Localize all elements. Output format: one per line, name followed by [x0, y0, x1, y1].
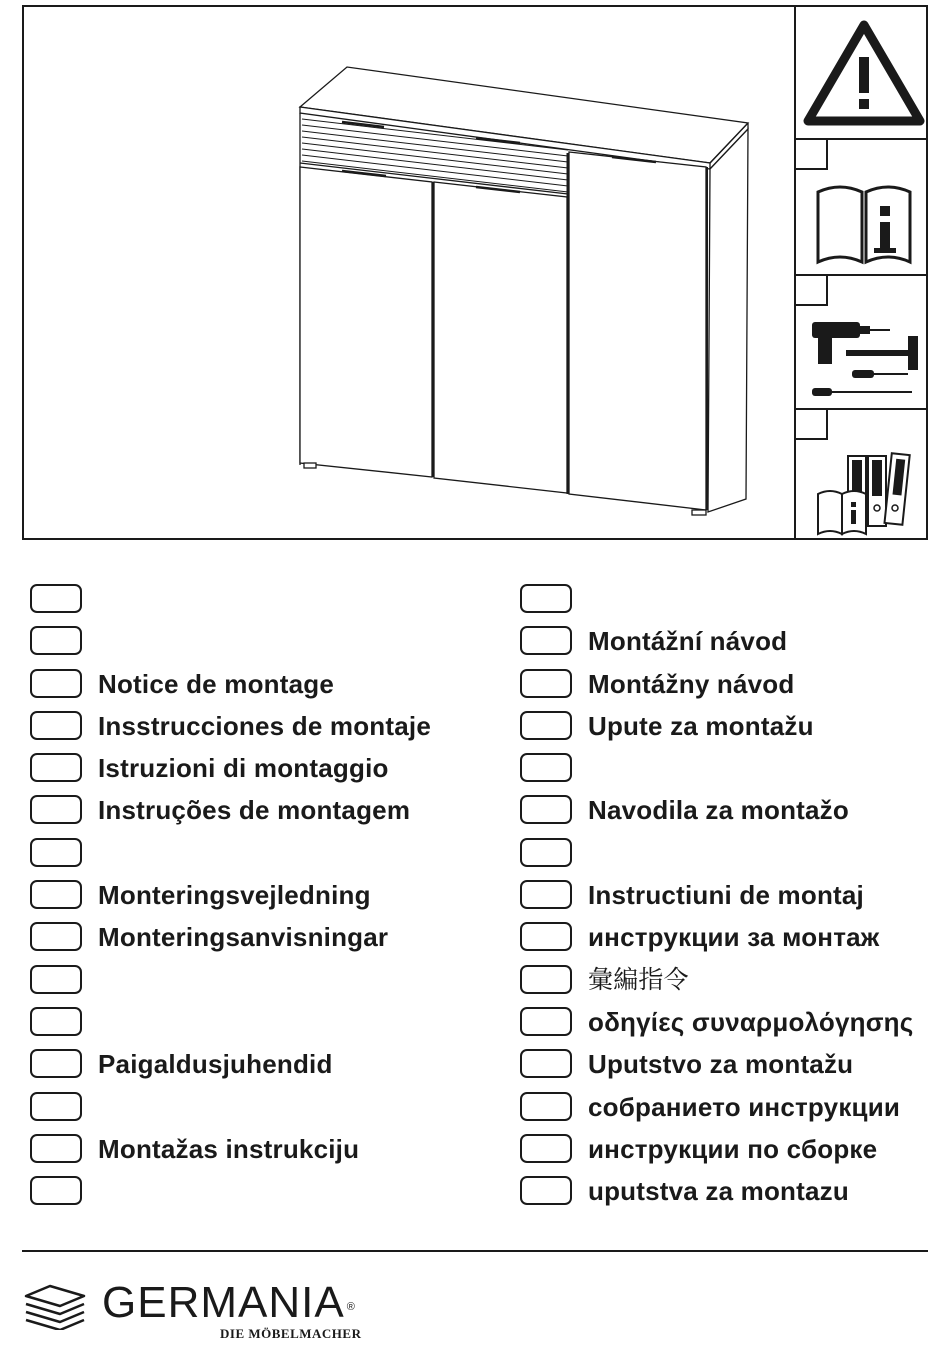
language-checkbox	[520, 1049, 572, 1078]
language-item	[520, 668, 914, 710]
manual-cell	[796, 140, 928, 276]
tools-tab	[796, 276, 828, 306]
language-item	[30, 879, 431, 921]
language-item	[520, 625, 914, 667]
language-checkbox	[520, 795, 572, 824]
language-list-right	[520, 583, 914, 1217]
tools-icon	[808, 306, 924, 406]
manual-tab	[796, 140, 828, 170]
language-checkbox	[30, 922, 82, 951]
language-checkbox	[520, 880, 572, 909]
language-item	[520, 964, 914, 1006]
language-label: Montážní návod	[588, 626, 788, 657]
language-item	[30, 1133, 431, 1175]
divider	[22, 1250, 928, 1252]
language-item	[30, 1048, 431, 1090]
language-checkbox	[30, 1007, 82, 1036]
language-checkbox	[30, 795, 82, 824]
language-item	[520, 794, 914, 836]
language-item	[520, 1048, 914, 1090]
language-checkbox	[30, 1049, 82, 1078]
language-checkbox	[520, 711, 572, 740]
registered-mark: ®	[346, 1301, 356, 1313]
language-item	[30, 1175, 431, 1217]
language-checkbox	[520, 626, 572, 655]
language-list-left	[30, 583, 431, 1217]
language-item	[520, 921, 914, 963]
language-checkbox	[30, 626, 82, 655]
language-checkbox	[520, 838, 572, 867]
language-item	[520, 752, 914, 794]
language-checkbox	[30, 1134, 82, 1163]
brand-logo	[22, 1278, 422, 1348]
language-item	[30, 668, 431, 710]
language-item	[520, 1091, 914, 1133]
language-label: Uputstvo za montažu	[588, 1049, 854, 1080]
language-item	[520, 1133, 914, 1175]
language-checkbox	[30, 965, 82, 994]
language-checkbox	[30, 584, 82, 613]
language-checkbox	[30, 753, 82, 782]
language-label: Paigaldusjuhendid	[98, 1049, 333, 1080]
document-folders-icon	[816, 450, 916, 536]
language-label: собранието инструкции	[588, 1091, 901, 1122]
language-label: Monteringsanvisningar	[98, 922, 389, 953]
language-checkbox	[520, 669, 572, 698]
language-checkbox	[520, 1092, 572, 1121]
language-label: инструкции за монтаж	[588, 922, 880, 953]
top-frame	[22, 5, 928, 540]
language-label: Instructiuni de montaj	[588, 880, 864, 911]
language-checkbox	[30, 669, 82, 698]
brand-tagline: DIE MÖBELMACHER	[220, 1326, 362, 1341]
language-label: οδηγίες συναρμολόγησης	[588, 1006, 914, 1037]
language-item	[30, 1091, 431, 1133]
language-item	[520, 710, 914, 752]
language-label: Instruções de montagem	[98, 795, 411, 826]
language-checkbox	[520, 584, 572, 613]
language-checkbox	[30, 1176, 82, 1205]
language-item	[30, 752, 431, 794]
language-label: Upute za montažu	[588, 710, 814, 741]
language-item	[30, 1006, 431, 1048]
language-checkbox	[30, 711, 82, 740]
cabinet-illustration	[24, 7, 794, 538]
language-label: Navodila za montažo	[588, 795, 849, 826]
language-checkbox	[520, 1007, 572, 1036]
language-checkbox	[30, 1092, 82, 1121]
language-checkbox	[520, 922, 572, 951]
language-item	[520, 879, 914, 921]
language-label: Istruzioni di montaggio	[98, 753, 389, 784]
language-checkbox	[520, 965, 572, 994]
language-checkbox	[520, 1176, 572, 1205]
language-item	[30, 583, 431, 625]
icon-column	[794, 7, 928, 538]
brand-name: GERMANIA ®	[102, 1278, 356, 1327]
language-item	[30, 921, 431, 963]
language-checkbox	[520, 1134, 572, 1163]
language-item	[30, 710, 431, 752]
language-label: инструкции по сборке	[588, 1133, 878, 1164]
language-label: Monteringsvejledning	[98, 880, 371, 911]
language-label: Montážny návod	[588, 668, 795, 699]
language-item	[520, 583, 914, 625]
warning-triangle-icon	[802, 19, 926, 129]
language-item	[30, 794, 431, 836]
tools-cell	[796, 276, 928, 410]
info-manual-icon	[814, 180, 914, 266]
language-label: Montažas instrukciju	[98, 1133, 360, 1164]
language-label: 彙編指令	[588, 964, 689, 994]
language-label: Notice de montage	[98, 668, 334, 699]
layers-logo-icon	[22, 1284, 88, 1330]
language-label: uputstva za montazu	[588, 1176, 849, 1207]
language-item	[520, 1006, 914, 1048]
language-item	[30, 625, 431, 667]
cabinet-drawing	[24, 7, 794, 538]
language-checkbox	[30, 838, 82, 867]
language-label: Insstrucciones de montaje	[98, 710, 431, 741]
language-checkbox	[520, 753, 572, 782]
language-item	[30, 837, 431, 879]
language-checkbox	[30, 880, 82, 909]
language-item	[30, 964, 431, 1006]
warning-cell	[796, 7, 928, 140]
language-item	[520, 1175, 914, 1217]
documents-tab	[796, 410, 828, 440]
language-item	[520, 837, 914, 879]
documents-cell	[796, 410, 928, 538]
